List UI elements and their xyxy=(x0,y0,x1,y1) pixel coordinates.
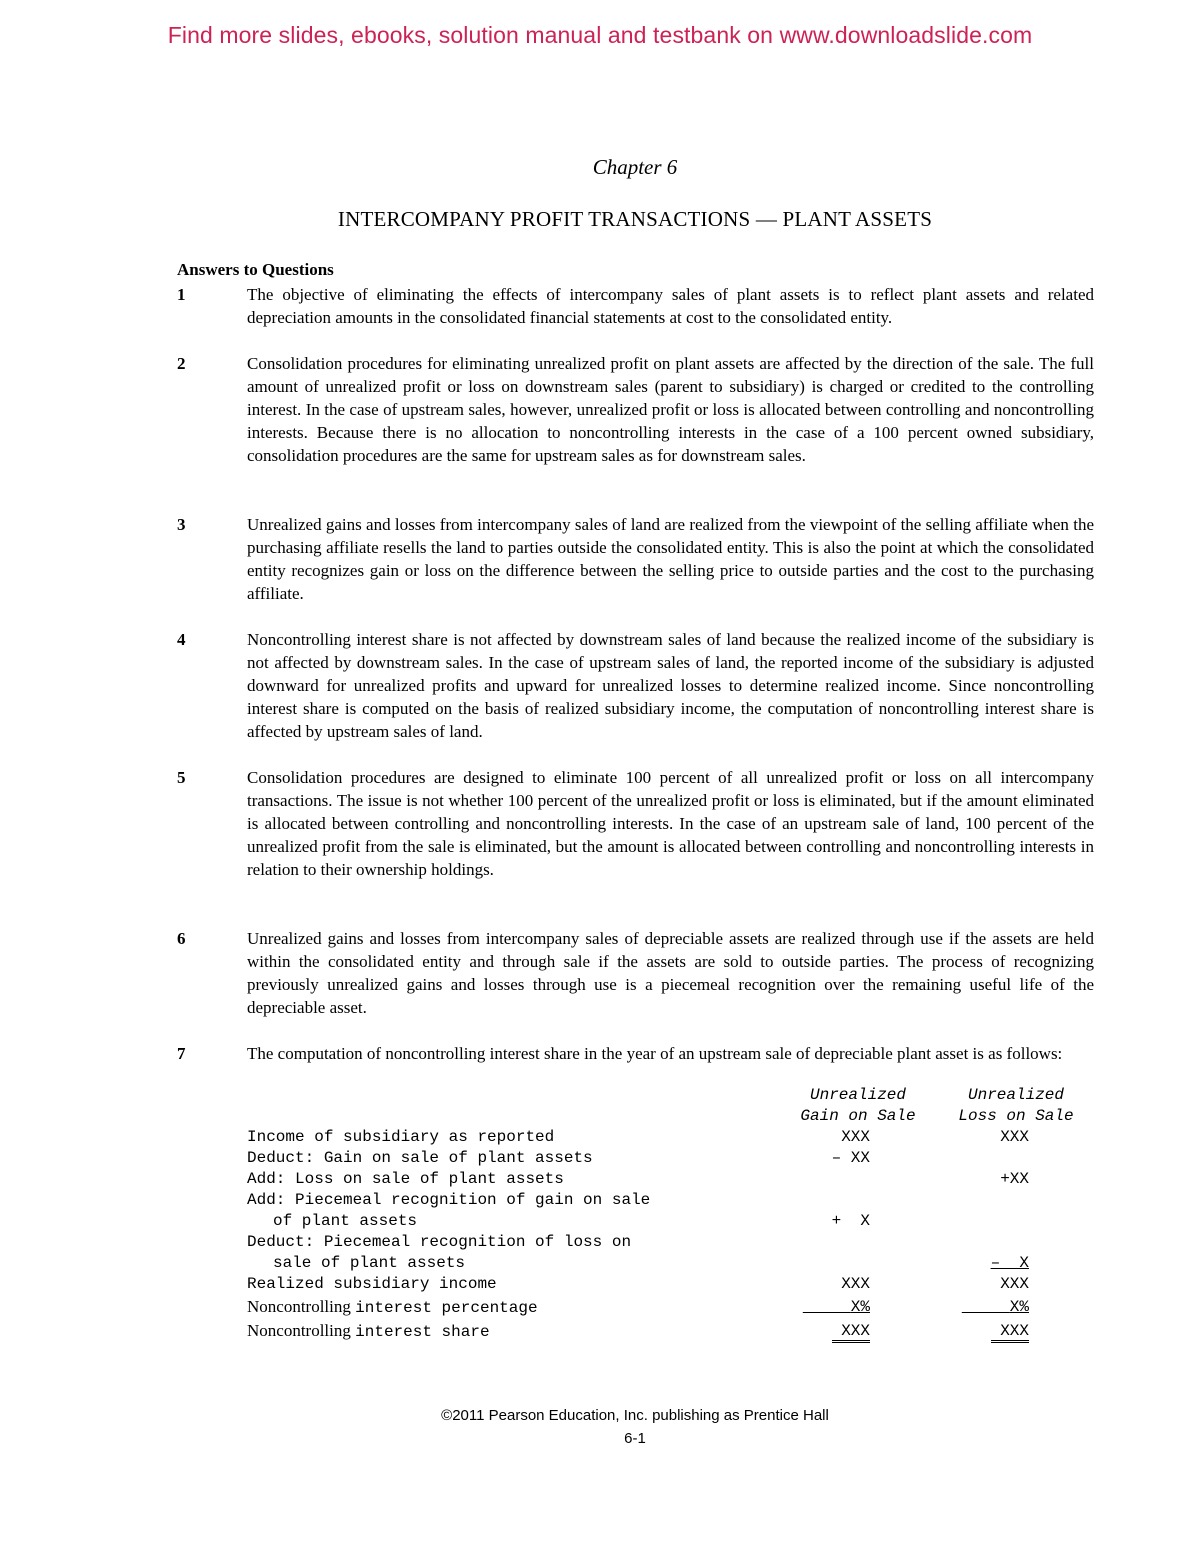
row-label: Deduct: Gain on sale of plant assets xyxy=(247,1149,593,1167)
schedule-row xyxy=(247,1148,1107,1169)
question-6 xyxy=(177,927,1094,1019)
question-7 xyxy=(177,1042,1094,1065)
download-banner[interactable]: Find more slides, ebooks, solution manual and testbank on www.downloadslide.com xyxy=(167,22,1033,48)
answer-text: Consolidation procedures are designed to eliminate 100 percent of all unrealized profit or loss on all intercompany transactions. The issue is not whether 100 percent of the unrealized profit or loss is eliminated, but if the amount eliminated is allocated between controlling and noncontrolling interests. In the case of an upstream sale of land, 100 percent of the unrealized profit from the sale is eliminated, but the amount is allocated between controlling and noncontrolling interests in relation to their ownership holdings. xyxy=(247,768,1094,879)
section-heading: Answers to Questions xyxy=(177,260,334,279)
row-label: of plant assets xyxy=(273,1212,418,1230)
row-label xyxy=(247,1319,490,1344)
schedule-row xyxy=(247,1169,1107,1190)
row-label: sale of plant assets xyxy=(273,1254,466,1272)
row-label xyxy=(247,1295,538,1320)
schedule-header-row-1 xyxy=(247,1085,1107,1106)
schedule-row xyxy=(247,1274,1107,1295)
schedule-row xyxy=(247,1319,1107,1343)
schedule-row xyxy=(247,1127,1107,1148)
page-footer xyxy=(0,1404,1200,1450)
loss-column-header: Unrealized xyxy=(967,1086,1064,1104)
question-5 xyxy=(177,766,1094,881)
row-label-mono: interest percentage xyxy=(355,1299,538,1317)
question-number: 3 xyxy=(177,515,186,534)
loss-value-text: XXX xyxy=(991,1322,1029,1343)
schedule-row xyxy=(247,1295,1107,1319)
loss-value: – X xyxy=(990,1254,1029,1272)
question-number: 2 xyxy=(177,354,186,373)
row-label-mono: interest share xyxy=(355,1323,490,1341)
schedule-row xyxy=(247,1232,1107,1253)
question-number: 1 xyxy=(177,285,186,304)
gain-value: XXX xyxy=(841,1128,870,1146)
schedule-header-row-2 xyxy=(247,1106,1107,1127)
row-label-serif: Noncontrolling xyxy=(247,1321,351,1340)
question-number: 4 xyxy=(177,630,186,649)
answer-text: Noncontrolling interest share is not affected by downstream sales of land because the realized income of the subsidiary is not affected by downstream sales. In the case of upstream sales of land, the reported income of the subsidiary is adjusted downward for unrealized profits and upward for unrealized losses to determine realized income. Since noncontrolling interest share is computed on the basis of realized subsidiary income, the computation of noncontrolling interest share is affected by upstream sales of land. xyxy=(247,630,1094,741)
loss-value: +XX xyxy=(1000,1170,1029,1188)
answer-text: The computation of noncontrolling interest share in the year of an upstream sale of depreciable plant asset is as follows: xyxy=(247,1044,1063,1063)
question-number: 6 xyxy=(177,929,186,948)
nci-computation-schedule xyxy=(247,1085,1107,1343)
question-number: 7 xyxy=(177,1044,186,1063)
row-label: Realized subsidiary income xyxy=(247,1275,497,1293)
loss-value: XXX xyxy=(1000,1128,1029,1146)
question-4 xyxy=(177,628,1094,743)
schedule-row xyxy=(247,1253,1107,1274)
loss-column-header: Loss on Sale xyxy=(958,1107,1074,1125)
gain-value: XXX xyxy=(841,1275,870,1293)
gain-column-header: Gain on Sale xyxy=(800,1107,916,1125)
answer-text: Unrealized gains and losses from intercompany sales of land are realized from the viewpoint of the selling affiliate when the purchasing affiliate resells the land to parties outside the consolidated entity. This is also the point at which the consolidated entity recognizes gain or loss on the difference between the selling price to outside parties and the cost to the purchasing affiliate. xyxy=(247,515,1094,603)
gain-value-text: X% xyxy=(850,1298,870,1316)
question-1 xyxy=(177,283,1094,329)
chapter-title: INTERCOMPANY PROFIT TRANSACTIONS — PLANT ASSETS xyxy=(337,207,933,231)
answer-text: Consolidation procedures for eliminating unrealized profit on plant assets are affected by the direction of the sale. The full amount of unrealized profit or loss on downstream sales (parent to subsidiary) is charged or credited to the controlling interest. In the case of upstream sales, however, unrealized profit or loss is allocated between controlling and noncontrolling interests. Because there is no allocation to noncontrolling interests in the case of a 100 percent owned subsidiary, consolidation procedures are the same for upstream sales as for downstream sales. xyxy=(247,354,1094,465)
row-label: Add: Piecemeal recognition of gain on sale xyxy=(247,1191,651,1209)
chapter-label: Chapter 6 xyxy=(592,155,678,179)
schedule-row xyxy=(247,1211,1107,1232)
page-number: 6-1 xyxy=(624,1430,646,1447)
question-2 xyxy=(177,352,1094,467)
row-label: Income of subsidiary as reported xyxy=(247,1128,555,1146)
gain-value xyxy=(803,1295,870,1319)
loss-value: XXX xyxy=(1000,1275,1029,1293)
row-label-serif: Noncontrolling xyxy=(247,1297,351,1316)
gain-value: – XX xyxy=(831,1149,870,1167)
row-label: Deduct: Piecemeal recognition of loss on xyxy=(247,1233,632,1251)
copyright-notice: ©2011 Pearson Education, Inc. publishing as Prentice Hall xyxy=(441,1407,829,1424)
answer-text: The objective of eliminating the effects of intercompany sales of plant assets is to reflect plant assets and related depreciation amounts in the consolidated financial statements at cost to the consolidated entity. xyxy=(247,285,1094,327)
row-label: Add: Loss on sale of plant assets xyxy=(247,1170,564,1188)
question-number: 5 xyxy=(177,768,186,787)
question-3 xyxy=(177,513,1094,605)
gain-value: + X xyxy=(831,1212,870,1230)
gain-value-text: XXX xyxy=(832,1322,870,1343)
loss-value xyxy=(991,1319,1029,1343)
gain-value xyxy=(832,1319,870,1343)
loss-value xyxy=(962,1295,1029,1319)
gain-column-header: Unrealized xyxy=(809,1086,906,1104)
loss-value-text: X% xyxy=(1009,1298,1029,1316)
answer-text: Unrealized gains and losses from intercompany sales of depreciable assets are realized through use if the assets are held within the consolidated entity and through sale if the assets are sold to outside parties. The process of recognizing previously unrealized gains and losses through use is a piecemeal recognition over the remaining useful life of the depreciable asset. xyxy=(247,929,1094,1017)
schedule-row xyxy=(247,1190,1107,1211)
